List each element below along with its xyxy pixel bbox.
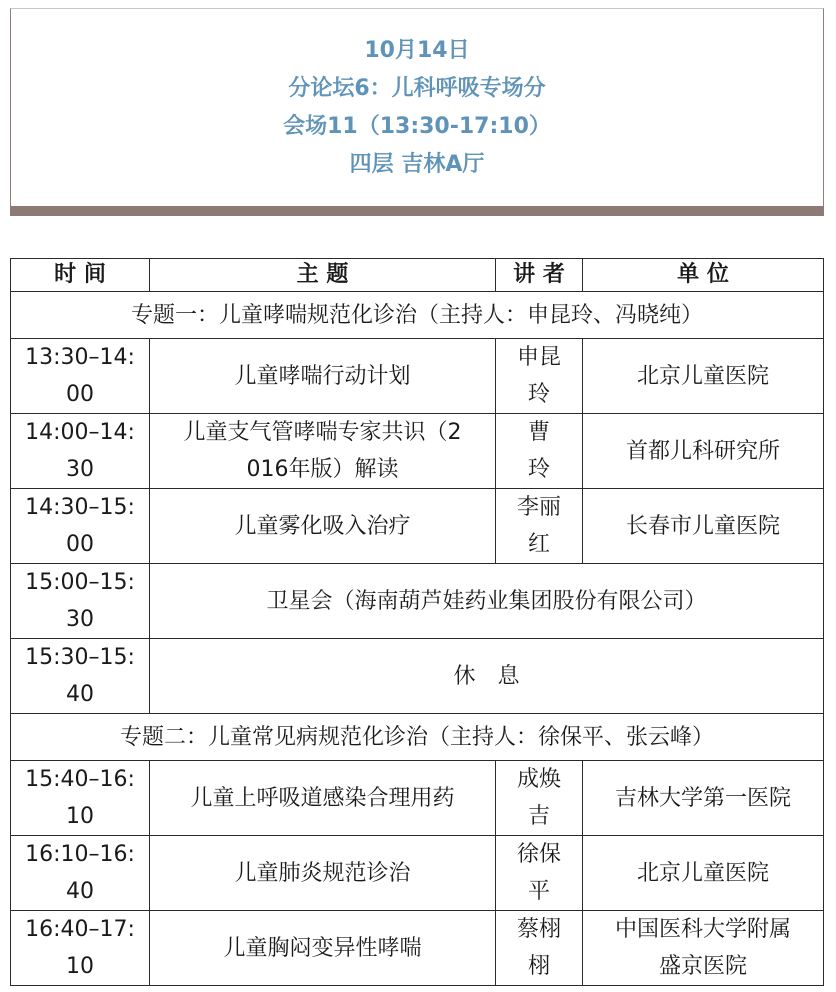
time-line: 14:00–14: xyxy=(25,420,135,445)
unit-line: 北京儿童医院 xyxy=(636,363,769,389)
topic-cell xyxy=(150,761,496,836)
time-line: 00 xyxy=(66,382,94,407)
topic-line: 016年版）解读 xyxy=(246,457,399,482)
topic-line: 休 息 xyxy=(453,663,520,689)
speaker-cell xyxy=(496,414,583,489)
topic-cell xyxy=(150,414,496,489)
time-cell xyxy=(11,339,150,414)
time-line: 30 xyxy=(66,607,94,632)
time-cell xyxy=(11,414,150,489)
topic-cell xyxy=(150,489,496,564)
table-row xyxy=(11,911,824,986)
speaker-line: 玲 xyxy=(527,382,550,407)
topic-line: 儿童胸闷变异性哮喘 xyxy=(223,935,422,961)
section-title-1: 专题一：儿童哮喘规范化诊治（主持人：申昆玲、冯晓纯） xyxy=(11,292,824,339)
time-line: 10 xyxy=(66,804,94,829)
unit-cell xyxy=(583,911,824,986)
topic-line: 儿童肺炎规范诊治 xyxy=(234,860,411,886)
break-cell xyxy=(150,639,824,714)
unit-line: 吉林大学第一医院 xyxy=(614,785,791,811)
topic-line: 儿童哮喘行动计划 xyxy=(234,363,411,389)
topic-line: 儿童上呼吸道感染合理用药 xyxy=(190,785,455,811)
table-row xyxy=(11,564,824,639)
unit-line: 首都儿科研究所 xyxy=(625,438,780,464)
header-venue-time: 会场11（13:30-17:10） xyxy=(283,113,551,139)
speaker-line: 玲 xyxy=(527,457,550,482)
speaker-line: 红 xyxy=(527,532,550,557)
time-cell xyxy=(11,639,150,714)
time-line: 40 xyxy=(66,879,94,904)
table-row xyxy=(11,836,824,911)
unit-cell xyxy=(583,761,824,836)
time-cell xyxy=(11,836,150,911)
speaker-cell xyxy=(496,836,583,911)
time-line: 00 xyxy=(66,532,94,557)
unit-cell xyxy=(583,339,824,414)
speaker-line: 曹 xyxy=(527,420,550,445)
time-line: 40 xyxy=(66,682,94,707)
speaker-line: 吉 xyxy=(527,804,550,829)
unit-line: 盛京医院 xyxy=(658,954,747,979)
header-time: 时 间 xyxy=(11,259,150,292)
table-row xyxy=(11,339,824,414)
time-line: 15:40–16: xyxy=(25,767,135,792)
table-header-row xyxy=(11,259,824,292)
speaker-line: 徐保 xyxy=(516,842,561,867)
unit-cell xyxy=(583,414,824,489)
time-line: 15:30–15: xyxy=(25,645,135,670)
time-line: 16:10–16: xyxy=(25,842,135,867)
time-line: 14:30–15: xyxy=(25,495,135,520)
speaker-cell xyxy=(496,761,583,836)
unit-cell xyxy=(583,836,824,911)
header-date: 10月14日 xyxy=(364,37,470,63)
table-row xyxy=(11,414,824,489)
header-location: 四层 吉林A厅 xyxy=(349,151,485,177)
time-cell xyxy=(11,489,150,564)
time-line: 30 xyxy=(66,457,94,482)
forum-header-box xyxy=(10,8,824,216)
topic-cell xyxy=(150,339,496,414)
header-forum-title: 分论坛6：儿科呼吸专场分 xyxy=(288,75,546,101)
header-unit: 单 位 xyxy=(583,259,824,292)
table-row xyxy=(11,639,824,714)
schedule-table xyxy=(10,258,824,986)
section-row xyxy=(11,292,824,339)
unit-line: 北京儿童医院 xyxy=(636,860,769,886)
speaker-cell xyxy=(496,489,583,564)
section-title-2: 专题二：儿童常见病规范化诊治（主持人：徐保平、张云峰） xyxy=(11,714,824,761)
speaker-line: 李丽 xyxy=(516,495,561,520)
unit-cell xyxy=(583,489,824,564)
speaker-line: 平 xyxy=(527,879,550,904)
speaker-line: 栩 xyxy=(527,954,550,979)
speaker-line: 申昆 xyxy=(516,345,561,370)
table-row xyxy=(11,761,824,836)
time-line: 16:40–17: xyxy=(25,917,135,942)
unit-line: 长春市儿童医院 xyxy=(625,513,780,539)
satellite-meeting-cell xyxy=(150,564,824,639)
time-cell xyxy=(11,911,150,986)
topic-line: 儿童支气管哮喘专家共识（2 xyxy=(183,420,462,445)
time-line: 10 xyxy=(66,954,94,979)
topic-cell xyxy=(150,911,496,986)
section-row xyxy=(11,714,824,761)
speaker-line: 蔡栩 xyxy=(516,917,561,942)
header-topic: 主 题 xyxy=(150,259,496,292)
header-speaker: 讲 者 xyxy=(496,259,583,292)
time-cell xyxy=(11,564,150,639)
table-row xyxy=(11,489,824,564)
time-line: 15:00–15: xyxy=(25,570,135,595)
speaker-cell xyxy=(496,911,583,986)
speaker-line: 成焕 xyxy=(516,767,561,792)
topic-cell xyxy=(150,836,496,911)
unit-line: 中国医科大学附属 xyxy=(614,917,791,942)
speaker-cell xyxy=(496,339,583,414)
time-cell xyxy=(11,761,150,836)
time-line: 13:30–14: xyxy=(25,345,135,370)
topic-line: 卫星会（海南葫芦娃药业集团股份有限公司） xyxy=(266,588,707,614)
topic-line: 儿童雾化吸入治疗 xyxy=(234,513,411,539)
